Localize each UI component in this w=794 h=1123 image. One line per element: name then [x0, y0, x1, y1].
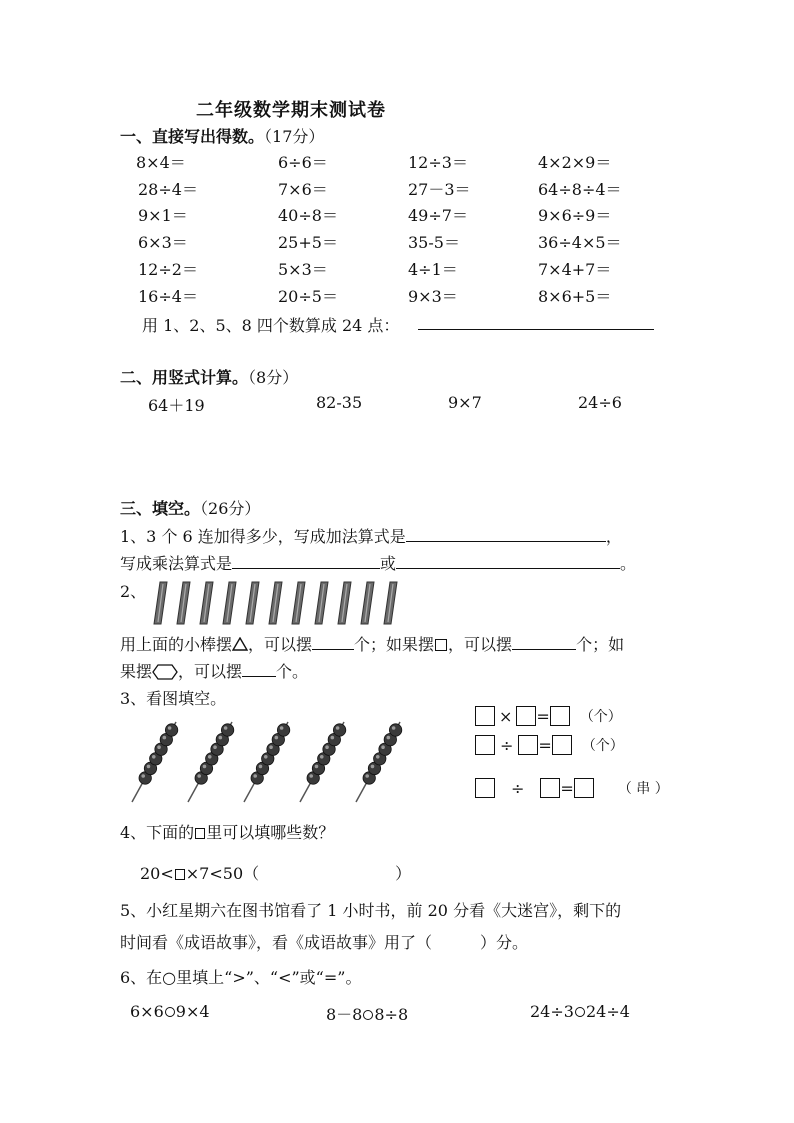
addition-answer-line[interactable]	[406, 527, 606, 542]
bead-skewers-illustration	[126, 716, 416, 808]
answer-box[interactable]	[518, 735, 538, 755]
bead-highlight	[376, 755, 380, 759]
bead-highlight	[157, 745, 161, 749]
bead-highlight	[365, 774, 369, 778]
vertical-calc-item: 24÷6	[578, 393, 622, 412]
bead-highlight	[275, 736, 279, 740]
blank-square-icon	[195, 828, 205, 839]
bead-highlight	[219, 736, 223, 740]
q3-equals: =	[538, 735, 552, 755]
bead-highlight	[141, 774, 145, 778]
q4-expr-b: ×7<50（	[185, 864, 260, 883]
section-2-heading	[120, 365, 298, 388]
oral-calc-item: 12÷3＝	[408, 153, 468, 172]
q3-equation-3	[475, 778, 669, 798]
question-6-text: 6、在○里填上“>”、“<”或“=”。	[120, 968, 362, 987]
twenty-four-text: 用 1、2、5、8 四个数算成 24 点：	[142, 316, 400, 335]
question-2-line-2	[120, 659, 308, 682]
question-5-line-2: 时间看《成语故事》，看《成语故事》用了（ ）分。	[120, 933, 529, 952]
oral-calc-item: 6÷6＝	[278, 153, 328, 172]
question-1-line-2	[120, 551, 636, 574]
square-icon	[435, 639, 447, 651]
section-2-points: （8分）	[248, 368, 299, 387]
question-2-line-1	[120, 632, 624, 655]
q2-text-c: 个；如果摆	[354, 635, 435, 654]
compare-right: 8÷8	[374, 1005, 409, 1024]
bead-highlight	[147, 765, 151, 769]
oral-calc-item: 16÷4＝	[138, 287, 198, 306]
bead-highlight	[208, 755, 212, 759]
answer-box[interactable]	[574, 778, 594, 798]
answer-box[interactable]	[540, 778, 560, 798]
bead-highlight	[269, 745, 273, 749]
answer-box[interactable]	[475, 778, 495, 798]
bead-highlight	[197, 774, 201, 778]
oral-calc-item: 27－3＝	[408, 180, 471, 199]
section-3-heading	[120, 496, 260, 519]
q3-equation-2	[475, 735, 624, 755]
bead-highlight	[371, 765, 375, 769]
compare-item-1	[130, 1002, 210, 1021]
oral-calc-item: 7×6＝	[278, 180, 328, 199]
q4-text-b: 里可以填哪些数？	[206, 823, 335, 842]
bead-highlight	[325, 745, 329, 749]
section-2-heading-text: 二、用竖式计算。	[120, 368, 249, 387]
oral-calc-item: 7×4+7＝	[538, 260, 612, 279]
q3-operator: ÷	[511, 778, 525, 798]
q3-equation-1	[475, 706, 622, 726]
triangle-icon	[232, 637, 248, 651]
section-1-points: （17分）	[264, 127, 325, 146]
compare-circle[interactable]	[165, 1007, 175, 1017]
skewers-group	[132, 722, 402, 802]
oral-calc-item: 25+5＝	[278, 233, 338, 252]
oral-calc-item: 4÷1＝	[408, 260, 458, 279]
multiplication-answer-line-1[interactable]	[232, 554, 380, 569]
bead-highlight	[163, 736, 167, 740]
q4-text-a: 4、下面的	[120, 823, 195, 842]
oral-calc-item: 8×4＝	[136, 153, 186, 172]
compare-right: 9×4	[175, 1002, 210, 1021]
question-4-expression	[140, 861, 411, 884]
bead-highlight	[392, 726, 396, 730]
square-answer-line[interactable]	[512, 635, 576, 650]
section-1-heading	[120, 124, 324, 147]
question-1-period: 。	[620, 554, 637, 573]
oral-calc-item: 9×6÷9＝	[538, 206, 612, 225]
q2-text-d: ，可以摆	[448, 635, 513, 654]
twenty-four-question	[142, 313, 399, 336]
bead	[165, 724, 177, 736]
q2-text-g: ，可以摆	[178, 662, 243, 681]
q4-expr-c: ）	[395, 864, 412, 883]
q3-unit: （个）	[579, 709, 622, 725]
vertical-calc-item: 9×7	[448, 393, 482, 412]
bead-highlight	[381, 745, 385, 749]
answer-box[interactable]	[552, 735, 572, 755]
bead-highlight	[259, 765, 263, 769]
answer-box[interactable]	[475, 735, 495, 755]
answer-box[interactable]	[475, 706, 495, 726]
question-2-number: 2、	[120, 582, 147, 601]
q3-unit: （个）	[581, 738, 624, 754]
q3-equals: =	[536, 706, 550, 726]
question-1-line-1	[120, 524, 622, 547]
answer-box[interactable]	[550, 706, 570, 726]
page-title: 二年级数学期末测试卷	[196, 100, 386, 121]
vertical-calc-item: 64＋19	[148, 396, 205, 415]
answer-box[interactable]	[516, 706, 536, 726]
question-4-text	[120, 820, 334, 843]
oral-calc-item: 6×3＝	[138, 233, 188, 252]
q2-text-a: 用上面的小棒摆	[120, 635, 233, 654]
oral-calc-item: 64÷8÷4＝	[538, 180, 622, 199]
section-3-heading-text: 三、填空。	[120, 499, 201, 518]
triangle-answer-line[interactable]	[312, 635, 354, 650]
compare-right: 24÷4	[585, 1002, 630, 1021]
q3-unit: （ 串 ）	[617, 781, 669, 797]
vertical-calc-item: 82-35	[316, 393, 363, 412]
oral-calc-item: 28÷4＝	[138, 180, 198, 199]
multiplication-answer-line-2[interactable]	[396, 554, 620, 569]
bead-highlight	[253, 774, 257, 778]
bead-highlight	[315, 765, 319, 769]
question-5-line-1: 5、小红星期六在图书馆看了 1 小时书，前 20 分看《大迷宫》，剩下的	[120, 901, 622, 920]
compare-item-2	[326, 1002, 408, 1025]
bead-highlight	[280, 726, 284, 730]
hexagon-answer-line[interactable]	[242, 662, 276, 677]
compare-item-3	[530, 1002, 630, 1021]
oral-calc-item: 5×3＝	[278, 260, 328, 279]
bead-highlight	[331, 736, 335, 740]
bead-highlight	[336, 726, 340, 730]
oral-calc-item: 8×6+5＝	[538, 287, 612, 306]
oral-calc-item: 20÷5＝	[278, 287, 338, 306]
section-3-points: （26分）	[200, 499, 261, 518]
compare-left: 6×6	[130, 1002, 164, 1021]
question-1-multiply-text: 写成乘法算式是	[120, 554, 233, 573]
oral-calc-item: 35-5＝	[408, 233, 460, 252]
bead	[277, 724, 289, 736]
question-3-text: 3、看图填空。	[120, 689, 227, 708]
question-1-or: 或	[380, 554, 397, 573]
hexagon-icon	[152, 664, 178, 680]
bead	[389, 724, 401, 736]
question-1-comma: ，	[605, 527, 622, 546]
blank-square-icon	[175, 869, 185, 880]
oral-calc-item: 9×1＝	[138, 206, 188, 225]
bead-highlight	[152, 755, 156, 759]
bead-highlight	[224, 726, 228, 730]
compare-left: 8－8	[326, 1005, 363, 1024]
bead-highlight	[387, 736, 391, 740]
question-1-text: 1、3 个 6 连加得多少，写成加法算式是	[120, 527, 406, 546]
q2-text-f: 果摆	[120, 662, 153, 681]
oral-calc-item: 9×3＝	[408, 287, 458, 306]
compare-left: 24÷3	[530, 1002, 574, 1021]
sticks-illustration	[148, 580, 410, 628]
q3-equals: =	[560, 778, 574, 798]
bead-highlight	[264, 755, 268, 759]
bead-highlight	[309, 774, 313, 778]
q2-text-e: 个；如	[576, 635, 625, 654]
oral-calc-item: 12÷2＝	[138, 260, 198, 279]
bead-highlight	[213, 745, 217, 749]
q2-text-h: 个。	[276, 662, 309, 681]
bead-highlight	[203, 765, 207, 769]
bead	[333, 724, 345, 736]
q4-expr-a: 20<	[140, 864, 174, 883]
section-1-heading-text: 一、直接写出得数。	[120, 127, 265, 146]
oral-calc-item: 40÷8＝	[278, 206, 338, 225]
oral-calc-item: 4×2×9＝	[538, 153, 612, 172]
compare-circle[interactable]	[363, 1010, 373, 1020]
oral-calc-item: 36÷4×5＝	[538, 233, 622, 252]
bead-highlight	[168, 726, 172, 730]
compare-circle[interactable]	[575, 1007, 585, 1017]
bead-highlight	[320, 755, 324, 759]
sticks-group	[154, 582, 397, 624]
oral-calc-item: 49÷7＝	[408, 206, 468, 225]
q2-text-b: ，可以摆	[248, 635, 313, 654]
bead	[221, 724, 233, 736]
q3-operator: ×	[499, 706, 513, 726]
q3-operator: ÷	[500, 735, 514, 755]
twenty-four-answer-line[interactable]	[418, 313, 654, 330]
